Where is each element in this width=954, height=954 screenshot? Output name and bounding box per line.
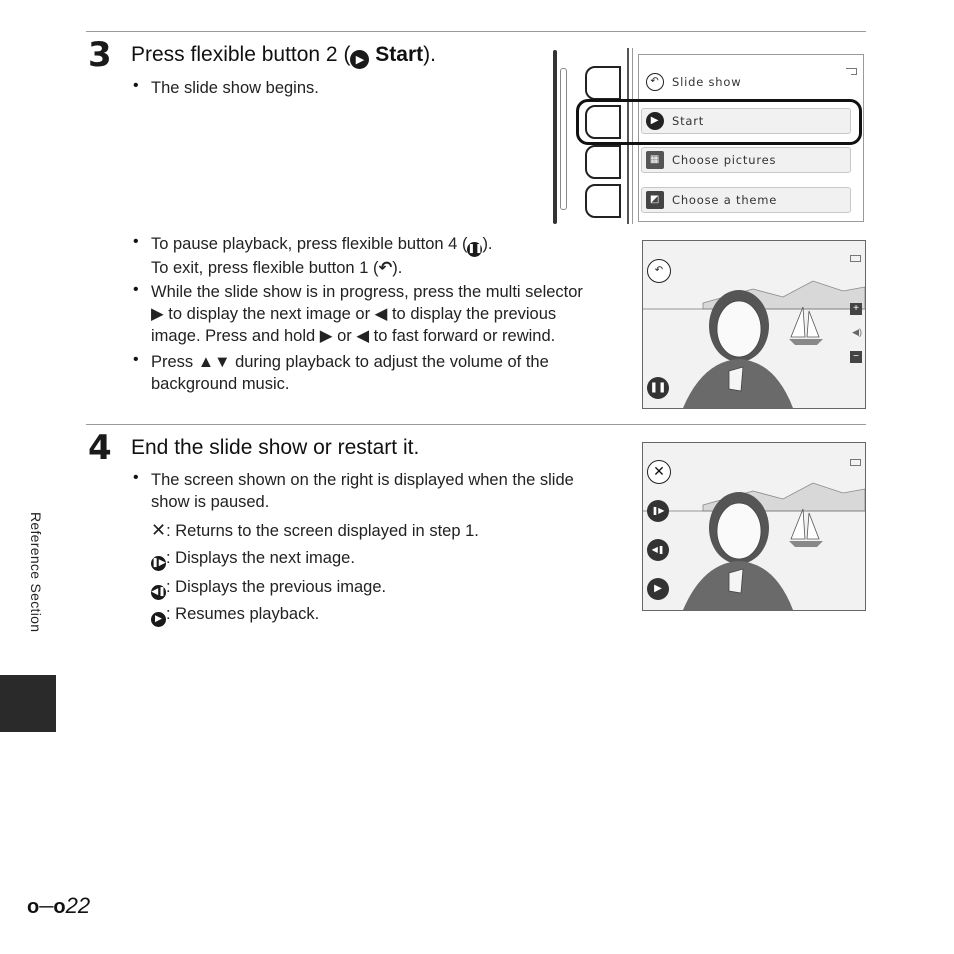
step-4-bullet-1 [151, 469, 621, 513]
next-image-icon: ❚▶ [151, 556, 166, 571]
back-icon: ↶ [378, 259, 393, 277]
step-3-bullet-1: The slide show begins. [151, 79, 319, 97]
menu-item-choose-pictures[interactable] [641, 147, 851, 173]
down-arrow-icon: ▼ [214, 353, 231, 371]
step-4-bullet-line-1: The screen shown on the right is displayed when the slide [151, 471, 574, 489]
flexible-button-4[interactable] [585, 184, 621, 218]
volume-down-icon[interactable]: − [850, 351, 862, 363]
page-number-value: 22 [65, 893, 91, 918]
menu-item-label: Slide show [672, 75, 742, 89]
volume-indicator-icon: ◀) [852, 327, 862, 337]
bullet-dot: • [133, 281, 139, 298]
camera-body-inner [560, 68, 567, 210]
step-3-bullet-4 [151, 351, 621, 395]
menu-item-choose-a-theme[interactable] [641, 187, 851, 213]
step-4-number: 4 [88, 428, 112, 468]
bullet-2-text-a: To pause playback, press flexible button 4 ( [151, 235, 468, 253]
reference-icon: o─o [27, 896, 66, 918]
top-divider [86, 31, 866, 32]
paused-screen [642, 442, 866, 611]
legend-next-text: : Displays the next image. [166, 549, 355, 567]
slideshow-photo [643, 241, 865, 408]
bullet-4-text-a: Press [151, 353, 194, 371]
step-3-title-suffix: ). [423, 43, 436, 66]
bullet-2-text-b: ). [482, 235, 493, 253]
menu-item-label: Start [672, 114, 705, 128]
menu-item-slide-show[interactable] [641, 69, 851, 95]
step-3-bullet-3 [151, 281, 621, 347]
playback-screen [642, 240, 866, 409]
pause-icon: ❚❚ [467, 242, 482, 257]
camera-body-edge [553, 50, 557, 224]
right-arrow-icon: ▶ [319, 327, 333, 345]
bullet-4-text-b: during playback to adjust the volume of the [235, 353, 549, 371]
previous-image-icon: ◀❚ [151, 585, 166, 600]
close-icon: ✕ [151, 520, 167, 540]
bullet-dot: • [133, 233, 139, 250]
previous-image-icon[interactable]: ◀❚ [647, 539, 669, 561]
choose-pictures-icon: ▦ [646, 151, 664, 169]
bullet-3-line-1: While the slide show is in progress, press the multi selector [151, 283, 583, 301]
back-icon: ↶ [646, 73, 664, 91]
back-icon[interactable]: ↶ [647, 259, 671, 283]
legend-previous [151, 576, 386, 600]
bullet-3-line-2b: to display the previous [391, 305, 557, 323]
close-icon[interactable]: ✕ [647, 460, 671, 484]
right-arrow-icon: ▶ [151, 305, 164, 323]
next-image-icon[interactable]: ❚▶ [647, 500, 669, 522]
page-number [27, 893, 90, 919]
menu-item-label: Choose a theme [672, 193, 778, 207]
step-3-number: 3 [88, 35, 112, 75]
flexible-button-3[interactable] [585, 145, 621, 179]
step-3-title [131, 42, 436, 69]
legend-resume [151, 603, 319, 627]
legend-next [151, 547, 355, 571]
play-icon[interactable]: ▶ [647, 578, 669, 600]
battery-icon [850, 255, 861, 262]
bullet-4-line-2: background music. [151, 375, 290, 393]
bullet-dot: • [133, 469, 139, 486]
menu-item-label: Choose pictures [672, 153, 777, 167]
battery-icon [850, 459, 861, 466]
bullet-2-text-c: To exit, press flexible button 1 ( [151, 259, 379, 277]
section-tab [0, 675, 56, 732]
section-label: Reference Section [28, 512, 44, 633]
theme-icon: ◩ [646, 191, 664, 209]
bullet-3-line-3a: image. Press and hold [151, 327, 316, 345]
up-arrow-icon: ▲ [197, 353, 215, 371]
legend-previous-text: : Displays the previous image. [166, 578, 387, 596]
bullet-dot: • [133, 77, 139, 94]
selection-highlight [576, 99, 862, 145]
step-divider [86, 424, 866, 425]
legend-resume-text: : Resumes playback. [166, 605, 320, 623]
slideshow-photo [643, 443, 865, 610]
bullet-dot: • [133, 351, 139, 368]
play-icon: ▶ [350, 50, 369, 69]
flexible-button-1[interactable] [585, 66, 621, 100]
left-arrow-icon: ◀ [374, 305, 388, 323]
step-3-title-bold: Start [375, 43, 424, 66]
step-3-title-prefix: Press flexible button 2 ( [131, 43, 351, 66]
pause-icon[interactable]: ❚❚ [647, 377, 669, 399]
play-icon: ▶ [151, 612, 166, 627]
legend-close [151, 519, 479, 542]
left-arrow-icon: ◀ [356, 327, 370, 345]
step-4-bullet-line-2: show is paused. [151, 493, 270, 511]
bullet-3-line-3c: to fast forward or rewind. [373, 327, 556, 345]
volume-up-icon[interactable]: + [850, 303, 862, 315]
bullet-3-line-3b: or [337, 327, 352, 345]
step-4-title: End the slide show or restart it. [131, 436, 420, 459]
bullet-2-text-d: ). [392, 259, 403, 277]
legend-close-text: : Returns to the screen displayed in step 1. [166, 522, 479, 540]
step-3-bullet-2 [151, 233, 621, 279]
play-icon: ▶ [646, 112, 664, 130]
bullet-3-line-2: to display the next image or [168, 305, 371, 323]
